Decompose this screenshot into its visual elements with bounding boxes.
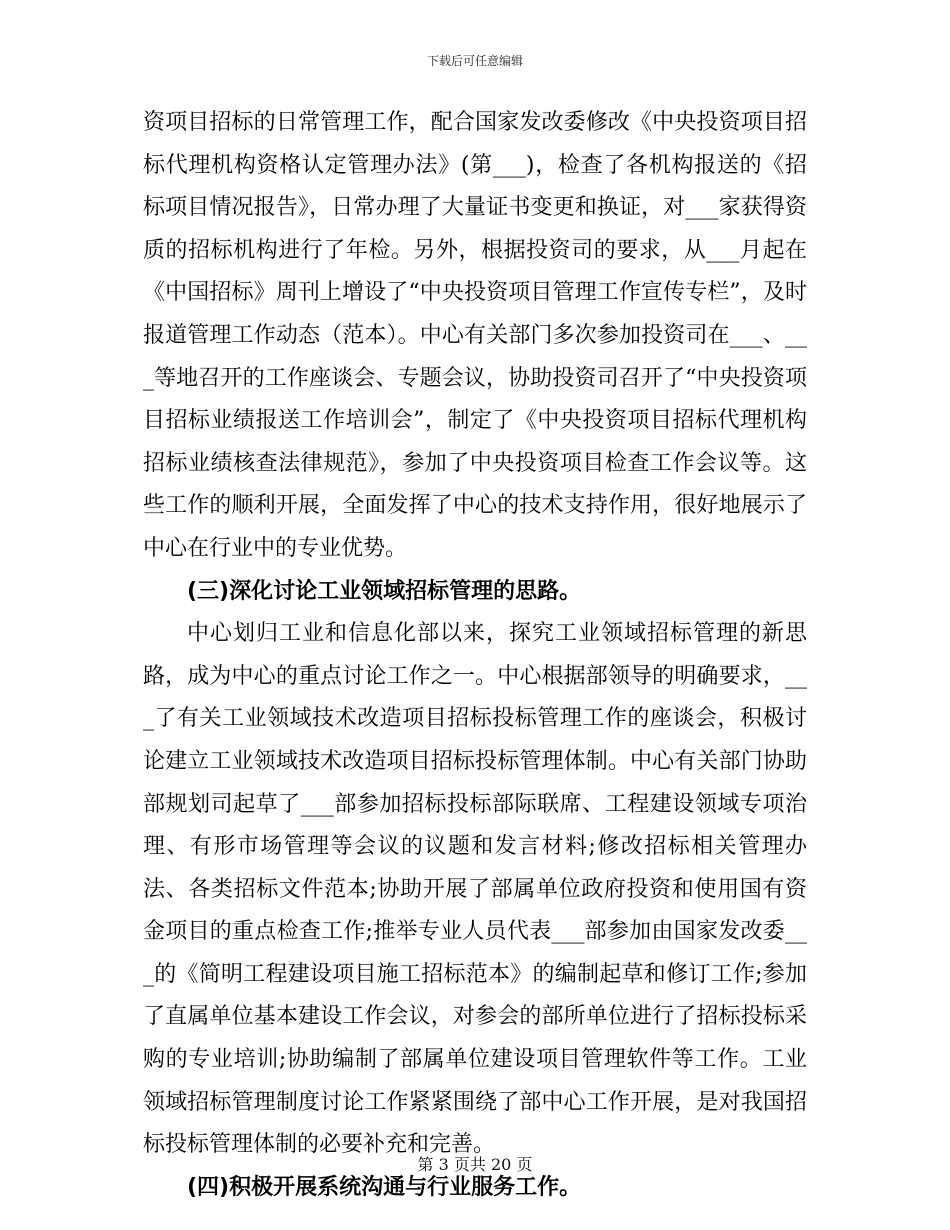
page-header: 下载后可任意编辑	[426, 54, 523, 68]
document-body	[143, 102, 807, 1209]
section-heading-3: (三)深化讨论工业领域招标管理的思路。	[187, 578, 582, 604]
body-paragraph-continued: 资项目招标的日常管理工作，配合国家发改委修改《中央投资项目招标代理机构资格认定管理办法》(第___)，检查了各机构报送的《招标项目情况报告》，日常办理了大量证书变更和换证，对___家获得资质的招标机构进行了年检。另外，根据投资司的要求，从___月起在《中国招标》周刊上增设了“中央投资项目管理工作宣传专栏”，及时报道管理工作动态（范本）。中心有关部门多次参加投资司在___、___等地召开的工作座谈会、专题会议，协助投资司召开了“中央投资项目招标业绩报送工作培训会”，制定了《中央投资项目招标代理机构招标业绩核查法律规范》，参加了中央投资项目检查工作会议等。这些工作的顺利开展，全面发挥了中心的技术支持作用，很好地展示了中心在行业中的专业优势。	[143, 110, 807, 561]
page-footer: 第 3 页共 20 页	[417, 1155, 533, 1174]
section-heading-4: (四)积极开展系统沟通与行业服务工作。	[187, 1174, 582, 1200]
body-paragraph-section-3: 中心划归工业和信息化部以来，探究工业领域招标管理的新思路，成为中心的重点讨论工作之一。中心根据部领导的明确要求，___了有关工业领域技术改造项目招标投标管理工作的座谈会，积极讨论建立工业领域技术改造项目招标投标管理体制。中心有关部门协助部规划司起草了___部参加招标投标部际联席、工程建设领域专项治理、有形市场管理等会议的议题和发言材料;修改招标相关管理办法、各类招标文件范本;协助开展了部属单位政府投资和使用国有资金项目的重点检查工作;推举专业人员代表___部参加由国家发改委___的《简明工程建设项目施工招标范本》的编制起草和修订工作;参加了直属单位基本建设工作会议，对参会的部所单位进行了招标投标采购的专业培训;协助编制了部属单位建设项目管理软件等工作。工业领域招标管理制度讨论工作紧紧围绕了部中心工作开展，是对我国招标投标管理体制的必要补充和完善。	[143, 621, 807, 1158]
